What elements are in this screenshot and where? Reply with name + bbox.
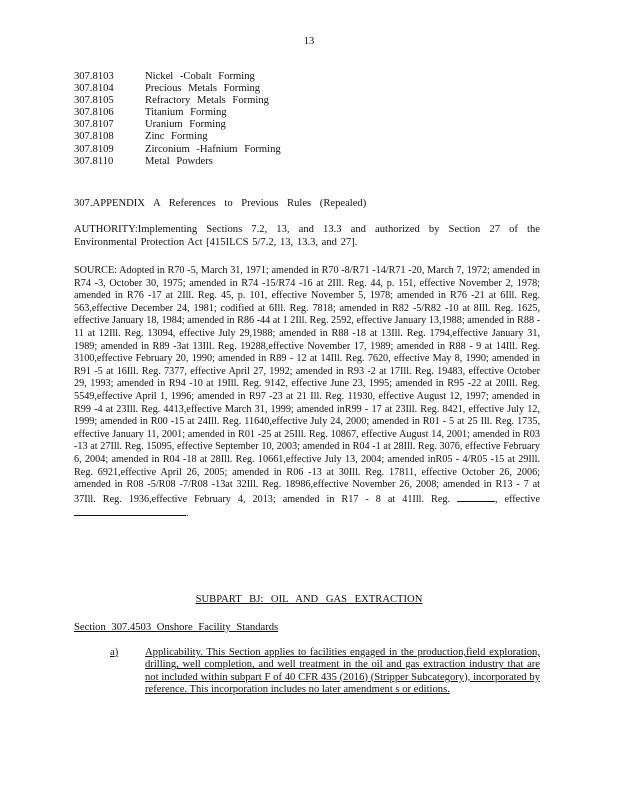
toc-title: Refractory Metals Forming	[145, 95, 269, 107]
blank-underline	[74, 506, 186, 516]
toc-number: 307.8110	[74, 155, 114, 167]
toc-title: Zinc Forming	[145, 131, 208, 143]
section-heading: Section 307.4503 Onshore Facility Standards	[74, 622, 279, 633]
appendix-line: 307.APPENDIX A References to Previous Rules (Repealed)	[74, 198, 367, 209]
toc-title: Nickel -Cobalt Forming	[145, 71, 255, 82]
toc-title: Uranium Forming	[145, 119, 226, 131]
toc-number: 307.8109	[74, 143, 114, 155]
subpart-heading	[0, 594, 618, 607]
toc-number: 307.8103	[74, 71, 114, 82]
toc-row	[74, 95, 281, 107]
blank-underline	[457, 492, 495, 502]
toc-title: Precious Metals Forming	[145, 83, 261, 95]
page-number: 13	[303, 36, 315, 47]
paragraph-text: Applicability. This Section applies to facilities engaged in the production,field exploration, drilling, well completion, and well treatment in the oil and gas extraction industry that are not included within subpart F of 40 CFR 435 (2016) (Stripper Subcategory), incorporated by reference. This incorporation includes no later amendment s or editions.	[145, 647, 540, 695]
subpart-heading-text: SUBPART BJ: OIL AND GAS EXTRACTION	[195, 594, 423, 605]
toc-number: 307.8106	[74, 107, 114, 119]
toc-title: Metal Powders	[145, 155, 213, 167]
toc-row	[74, 144, 281, 156]
toc-row	[74, 119, 281, 131]
toc-title: Titanium Forming	[145, 107, 227, 119]
paragraph-label: a)	[110, 647, 119, 658]
toc-row	[74, 71, 281, 83]
toc-number: 307.8107	[74, 119, 114, 131]
toc-row	[74, 107, 281, 119]
authority-note: AUTHORITY:Implementing Sections 7.2, 13, and 13.3 and authorized by Section 27 of the Environmental Protection Act [415ILCS 5/7.2, 13, 13.3, and 27].	[74, 224, 540, 248]
toc-number: 307.8105	[74, 95, 114, 107]
toc-list	[74, 71, 281, 168]
source-tail: effective	[504, 493, 540, 505]
toc-number: 307.8104	[74, 83, 114, 95]
source-text: SOURCE: Adopted in R70 -5, March 31, 1971; amended in R70 -8/R71 -14/R71 -20, March 7, 1972; amended in R74 -3, October 30, 1975; amended in R74 -15/R74 -16 at 2Ill. Reg. 44, p. 151, effective November 2, 1978; amended in R76 -17 at 2Ill. Reg. 45, p. 101, effective November 5, 1978; amended in R76 -21 at 6Ill. Reg. 563,effective December 24, 1981; codified at 6Ill. Reg. 7818; amended in R82 -5/R82 -10 at 8Ill. Reg. 1625, effective January 18, 1984; amended in R86 -44 at 1 2Ill. Reg. 2592, effective January 13,1988; amended in R88 - 11 at 12Ill. Reg. 13094, effective July 29,1988; amended in R88 -18 at 13Ill. Reg. 1794,effective January 31, 1989; amended in R89 -3at 13Ill. Reg. 19288,effective November 17, 1989; amended in R88 - 9 at 14Ill. Reg. 3100,effective February 20, 1990; amended in R89 - 12 at 14Ill. Reg. 7620, effective May 8, 1990; amended in R91 -5 at 16Ill. Reg. 7377, effective April 27, 1992; amended in R93 -2 at 17Ill. Reg. 19483, effective October 29, 1993; amended in R94 -10 at 19Ill. Reg. 9142, effective June 23, 1995; amended in R95 -22 at 20Ill. Reg. 5549,effective April 1, 1996; amended in R97 -23 at 21 Ill. Reg. 11930, effective August 12, 1997; amended in R99 -4 at 23Ill. Reg. 4413,effective March 31, 1999; amended inR99 - 17 at 23Ill. Reg. 8421, effective July 12, 1999; amended in R00 -15 at 24Ill. Reg. 11640,effective July 24, 2000; amended in R01 - 5 at 25 Ill. Reg. 1735, effective January 11, 2001; amended in R01 -25 at 25Ill. Reg. 10867, effective August 14, 2001; amended in R03 -13 at 27Ill. Reg. 15095, effective September 10, 2003; amended in R04 -1 at 28Ill. Reg. 3076, effective February 6, 2004; amended in R04 -18 at 28Ill. Reg. 10661,effective July 13, 2004; amended inR05 - 4/R05 -15 at 29Ill. Reg. 6921,effective April 26, 2005; amended in R06 -13 at 30Ill. Reg. 17811, effective October 26, 2006; amended in R08 -5/R08 -7/R08 -13at 32Ill. Reg. 18986,effective November 26, 2008; amended in R13 - 7 at 37Ill. Reg. 1936,effective February 4, 2013; amended in R17 - 8 at 41Ill. Reg.	[74, 265, 540, 505]
toc-number: 307.8108	[74, 131, 114, 143]
source-note: SOURCE: Adopted in R70 -5, March 31, 1971; amended in R70 -8/R71 -14/R71 -20, March 7, 1972; amended in R74 -3, October 30, 1975; amended in R74 -15/R74 -16 at 2Ill. Reg. 44, p. 151, effective November 2, 1978; amended in R76 -17 at 2Ill. Reg. 45, p. 101, effective November 5, 1978; amended in R76 -21 at 6Ill. Reg. 563,effective December 24, 1981; codified at 6Ill. Reg. 7818; amended in R82 -5/R82 -10 at 8Ill. Reg. 1625, effective January 18, 1984; amended in R86 -44 at 1 2Ill. Reg. 2592, effective January 13,1988; amended in R88 - 11 at 12Ill. Reg. 13094, effective July 29,1988; amended in R88 -18 at 13Ill. Reg. 1794,effective January 31, 1989; amended in R89 -3at 13Ill. Reg. 19288,effective November 17, 1989; amended in R88 - 9 at 14Ill. Reg. 3100,effective February 20, 1990; amended in R89 - 12 at 14Ill. Reg. 7620, effective May 8, 1990; amended in R91 -5 at 16Ill. Reg. 7377, effective April 27, 1992; amended in R93 -2 at 17Ill. Reg. 19483, effective October 29, 1993; amended in R94 -10 at 19Ill. Reg. 9142, effective June 23, 1995; amended in R95 -22 at 20Ill. Reg. 5549,effective April 1, 1996; amended in R97 -23 at 21 Ill. Reg. 11930, effective August 12, 1997; amended in R99 -4 at 23Ill. Reg. 4413,effective March 31, 1999; amended inR99 - 17 at 23Ill. Reg. 8421, effective July 12, 1999; amended in R00 -15 at 24Ill. Reg. 11640,effective July 24, 2000; amended in R01 - 5 at 25 Ill. Reg. 1735, effective January 11, 2001; amended in R01 -25 at 25Ill. Reg. 10867, effective August 14, 2001; amended in R03 -13 at 27Ill. Reg. 15095, effective September 10, 2003; amended in R04 -1 at 28Ill. Reg. 3076, effective February 6, 2004; amended in R04 -18 at 28Ill. Reg. 10661,effective July 13, 2004; amended inR05 - 4/R05 -15 at 29Ill. Reg. 6921,effective April 26, 2005; amended in R06 -13 at 30Ill. Reg. 17811, effective October 26, 2006; amended in R08 -5/R08 -7/R08 -13at 32Ill. Reg. 18986,effective November 26, 2008; amended in R13 - 7 at 37Ill. Reg. 1936,effective February 4, 2013; amended in R17 - 8 at 41Ill. Reg. , effective .	[74, 265, 540, 520]
toc-row	[74, 156, 281, 168]
toc-row	[74, 83, 281, 95]
toc-row	[74, 131, 281, 143]
toc-title: Zirconium -Hafnium Forming	[145, 143, 281, 155]
